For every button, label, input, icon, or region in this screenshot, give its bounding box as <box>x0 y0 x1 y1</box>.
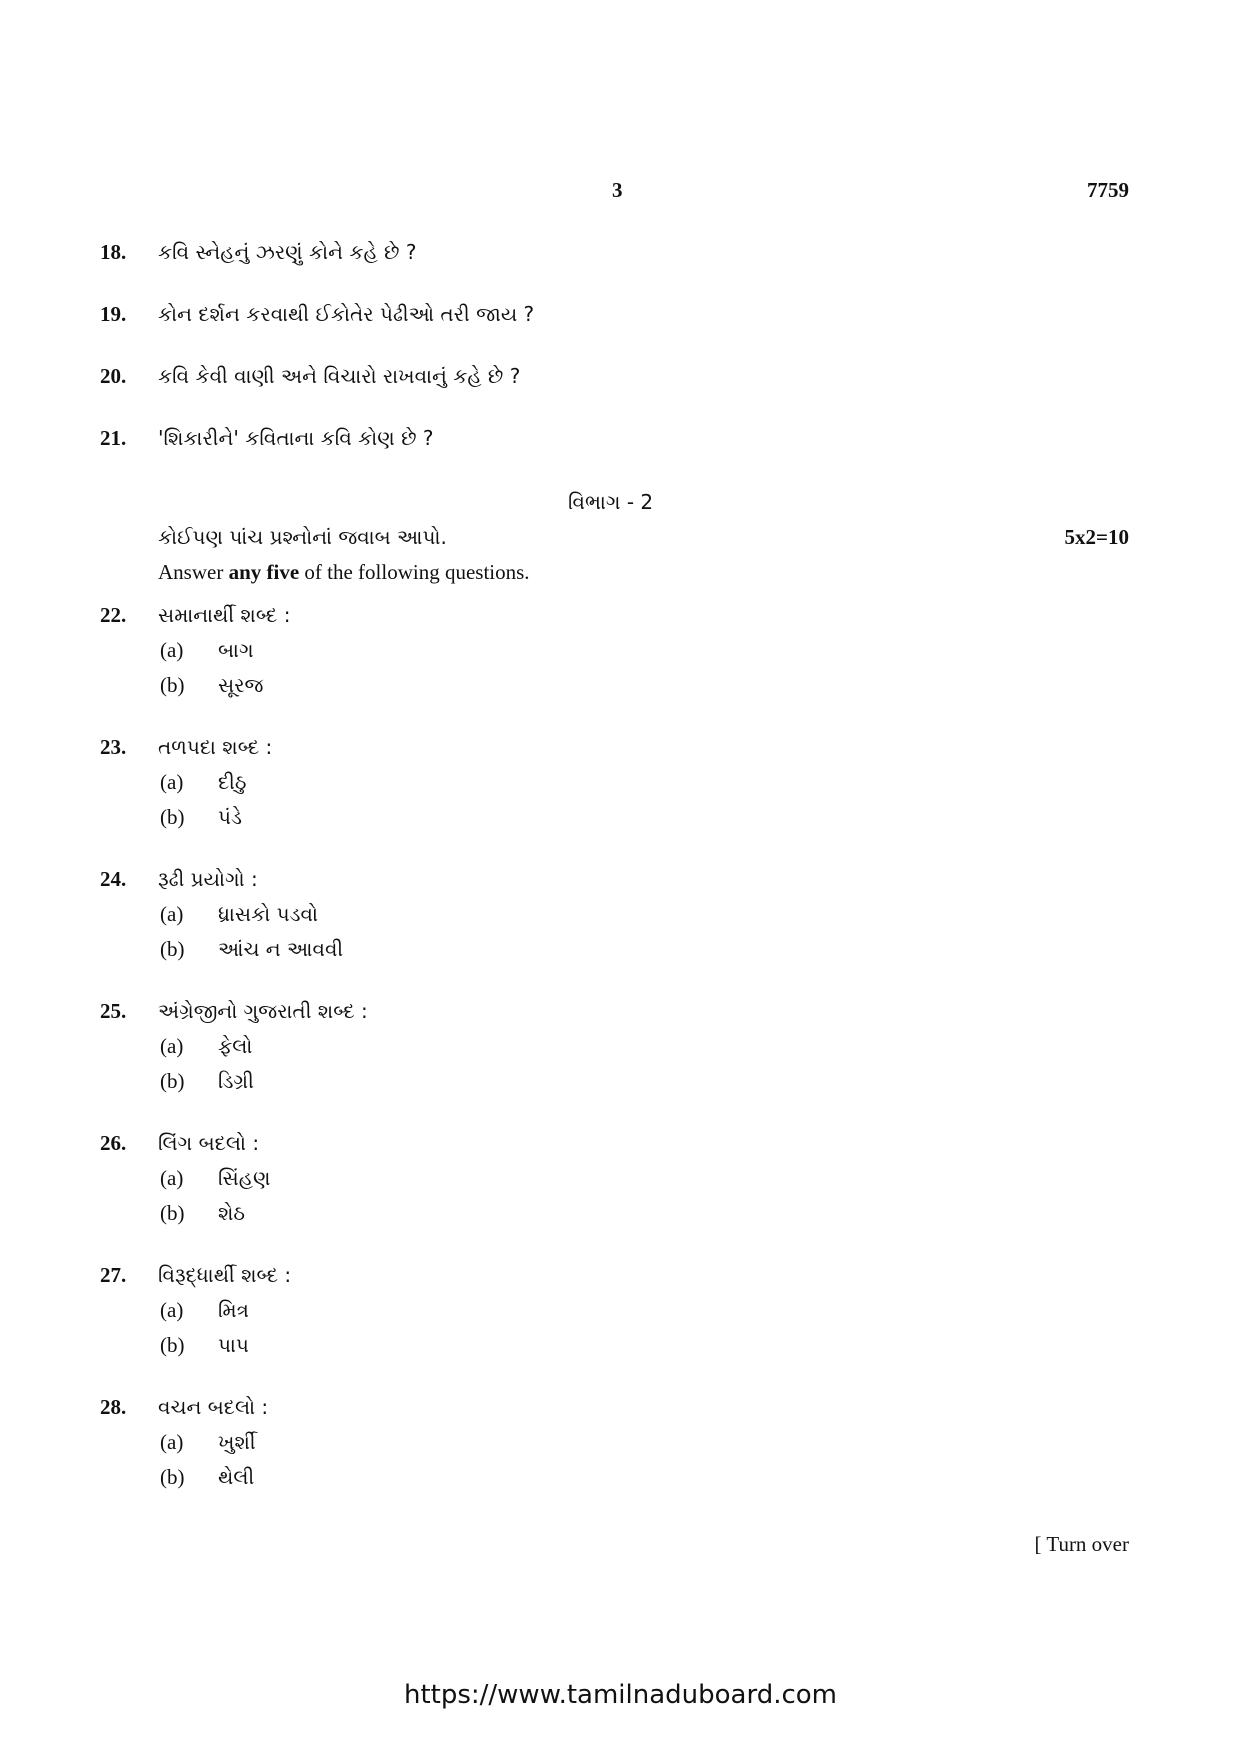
section-marks: 5x2=10 <box>1064 525 1129 549</box>
question-text: કોન દર્શન કરવાથી ઈકોતેર પેઢીઓ તરી જાય ? <box>158 302 535 326</box>
question-number: 24. <box>100 867 127 891</box>
section-instruction-gujarati: કોઈપણ પાંચ પ્રશ્નોનાં જવાબ આપો. <box>158 525 447 549</box>
question-24 <box>100 867 258 892</box>
question-number: 22. <box>100 603 127 627</box>
question-text: વચન બદલો : <box>158 1395 269 1419</box>
turn-over-note: [ Turn over <box>1034 1532 1129 1556</box>
question-text: કવિ કેવી વાણી અને વિચારો રાખવાનું કહે છે ? <box>158 364 521 388</box>
question-text: સમાનાર્થી શબ્દ : <box>158 603 291 627</box>
question-25 <box>100 999 368 1024</box>
option-b: (b) થેલી <box>160 1465 255 1489</box>
question-text: લિંગ બદલો : <box>158 1131 260 1155</box>
question-number: 23. <box>100 735 127 759</box>
question-text: અંગ્રેજીનો ગુજરાતી શબ્દ : <box>158 999 368 1023</box>
option-a: (a) ફેલો <box>160 1034 253 1058</box>
option-a: (a) ખુર્શી <box>160 1430 256 1454</box>
question-number: 19. <box>100 302 127 326</box>
question-text: 'શિકારીને' કવિતાના કવિ કોણ છે ? <box>158 426 434 450</box>
question-28 <box>100 1395 268 1420</box>
question-number: 20. <box>100 364 127 388</box>
option-b: (b) સૂરજ <box>160 673 264 697</box>
question-23 <box>100 735 272 760</box>
option-a: (a) મિત્ર <box>160 1298 249 1322</box>
question-number: 28. <box>100 1395 127 1419</box>
question-number: 27. <box>100 1263 127 1287</box>
question-text: વિરૂદ્ધાર્થી શબ્દ : <box>158 1263 292 1287</box>
question-number: 25. <box>100 999 127 1023</box>
option-b: (b) શેઠ <box>160 1201 246 1225</box>
question-26 <box>100 1131 259 1156</box>
option-b: (b) આંચ ન આવવી <box>160 937 344 961</box>
question-number: 26. <box>100 1131 127 1155</box>
question-21 <box>100 426 434 451</box>
question-22 <box>100 603 290 628</box>
question-text: રૂઢી પ્રયોગો : <box>158 867 258 891</box>
option-a: (a) બાગ <box>160 638 254 662</box>
question-number: 21. <box>100 426 127 450</box>
question-27 <box>100 1263 291 1288</box>
option-b: (b) પાપ <box>160 1333 249 1357</box>
paper-code: 7759 <box>1087 178 1129 202</box>
option-b: (b) પંડે <box>160 805 242 829</box>
option-b: (b) ડિગ્રી <box>160 1069 254 1093</box>
question-number: 18. <box>100 240 127 264</box>
section-title: વિભાગ - 2 <box>568 490 654 514</box>
footer-url: https://www.tamilnaduboard.com <box>403 1680 838 1710</box>
question-20 <box>100 364 520 389</box>
question-text: કવિ સ્નેહનું ઝરણું કોને કહે છે ? <box>158 240 417 264</box>
question-18 <box>100 240 416 265</box>
option-a: (a) સિંહણ <box>160 1166 271 1190</box>
option-a: (a) ધ્રાસકો પડવો <box>160 902 318 926</box>
page-number: 3 <box>612 178 623 202</box>
question-text: તળપદા શબ્દ : <box>158 735 273 759</box>
section-instruction-english: Answer any five of the following questions. <box>158 560 530 584</box>
question-19 <box>100 302 534 327</box>
option-a: (a) દીઠુ <box>160 770 247 794</box>
